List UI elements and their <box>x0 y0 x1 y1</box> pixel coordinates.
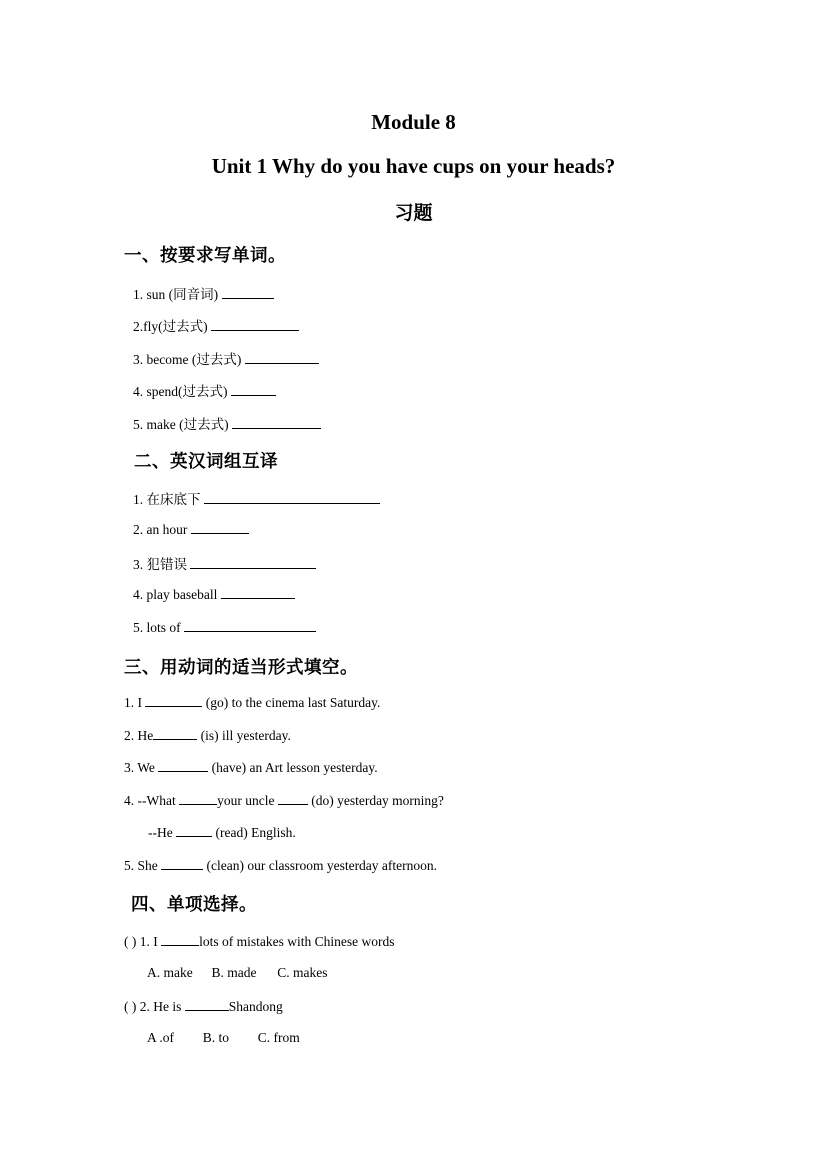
answer-blank[interactable] <box>222 286 274 299</box>
option-a[interactable]: A .of <box>147 1030 174 1045</box>
option-a[interactable]: A. make <box>147 965 193 980</box>
answer-blank[interactable] <box>191 521 249 534</box>
s4-question-1: ( ) 1. I lots of mistakes with Chinese words <box>124 934 395 949</box>
answer-blank[interactable] <box>232 416 321 429</box>
answer-blank <box>185 998 229 1011</box>
answer-paren[interactable]: ( ) <box>124 999 137 1014</box>
answer-blank[interactable] <box>204 491 380 504</box>
s3-item-3: 3. We (have) an Art lesson yesterday. <box>124 760 378 775</box>
answer-blank[interactable] <box>184 619 316 632</box>
answer-blank[interactable] <box>245 351 319 364</box>
answer-blank[interactable] <box>179 792 217 805</box>
option-b[interactable]: B. to <box>202 1030 230 1045</box>
s4-options-2 <box>147 1030 300 1046</box>
s2-item-2: 2. an hour <box>133 521 249 538</box>
unit-title: Unit 1 Why do you have cups on your heads? <box>211 154 616 178</box>
answer-blank[interactable] <box>231 383 276 396</box>
option-c[interactable]: C. from <box>257 1030 300 1045</box>
s2-item-1: 1. 在床底下 <box>133 488 380 508</box>
section4-heading: 四、单项选择。 <box>131 895 257 915</box>
section1-heading: 一、按要求写单词。 <box>124 246 286 266</box>
answer-blank[interactable] <box>190 556 316 569</box>
exercise-label: 习题 <box>394 202 433 224</box>
section2-heading: 二、英汉词组互译 <box>134 452 278 472</box>
s3-item-2: 2. He (is) ill yesterday. <box>124 728 291 743</box>
option-c[interactable]: C. makes <box>277 965 328 980</box>
answer-paren[interactable]: ( ) <box>124 934 137 949</box>
option-b[interactable]: B. made <box>211 965 257 980</box>
s1-item-1: 1. sun (同音词) <box>133 283 274 303</box>
answer-blank[interactable] <box>161 857 203 870</box>
answer-blank[interactable] <box>145 694 202 707</box>
s2-item-3: 3. 犯错误 <box>133 553 316 573</box>
s1-item-5: 5. make (过去式) <box>133 413 321 433</box>
answer-blank <box>161 933 199 946</box>
s1-item-3: 3. become (过去式) <box>133 348 319 368</box>
answer-blank[interactable] <box>158 759 208 772</box>
answer-blank[interactable] <box>221 586 295 599</box>
answer-blank[interactable] <box>278 792 308 805</box>
s1-item-4: 4. spend(过去式) <box>133 380 276 400</box>
answer-blank[interactable] <box>211 318 299 331</box>
s4-question-2: ( ) 2. He is Shandong <box>124 999 283 1014</box>
s4-options-1 <box>147 965 327 981</box>
answer-blank[interactable] <box>153 727 197 740</box>
s3-item-4b: --He (read) English. <box>148 825 296 840</box>
s1-item-2: 2.fly(过去式) <box>133 315 299 335</box>
answer-blank[interactable] <box>176 824 212 837</box>
section3-heading: 三、用动词的适当形式填空。 <box>124 658 358 678</box>
s2-item-5: 5. lots of <box>133 619 316 636</box>
s3-item-4: 4. --What your uncle (do) yesterday morning? <box>124 793 444 808</box>
module-title: Module 8 <box>371 110 456 134</box>
s2-item-4: 4. play baseball <box>133 586 295 603</box>
s3-item-5: 5. She (clean) our classroom yesterday afternoon. <box>124 858 438 873</box>
s3-item-1: 1. I (go) to the cinema last Saturday. <box>124 695 381 710</box>
